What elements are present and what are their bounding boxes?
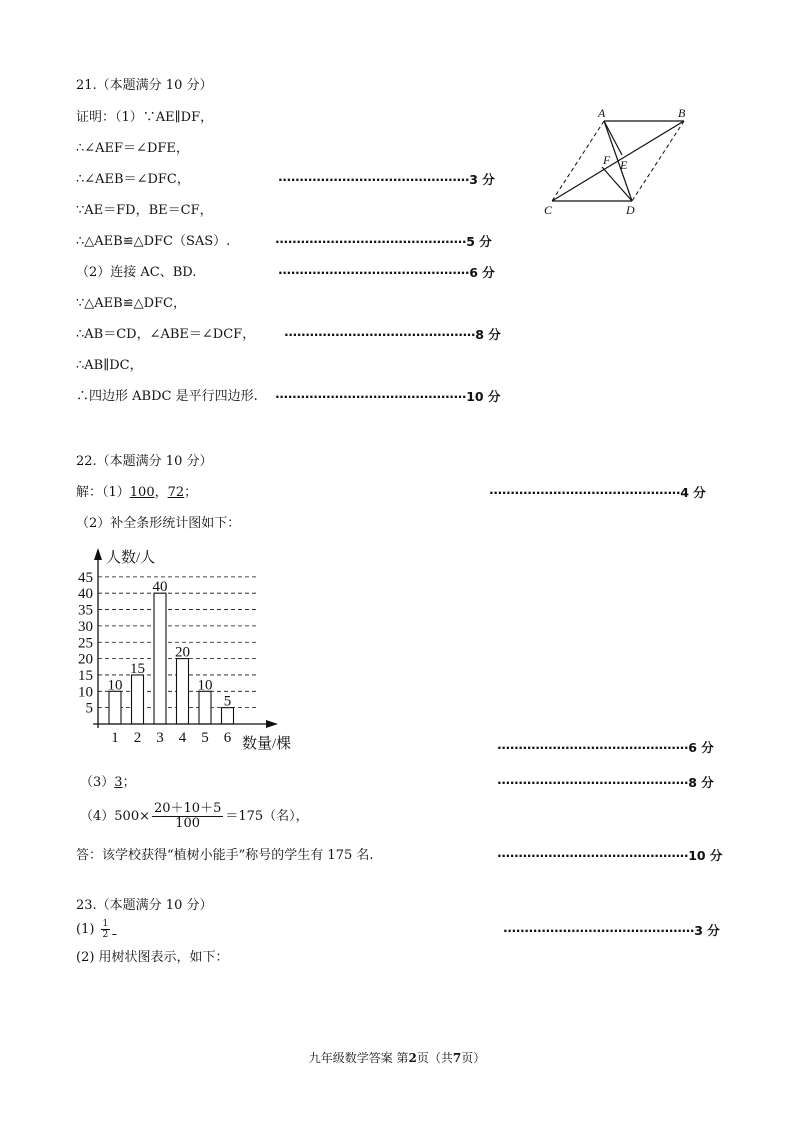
q22-points-4: ·············································4 分: [489, 485, 706, 500]
q23-part1: (1) $\frac{1}{2}$: [76, 919, 109, 940]
q21-points-10: ·············································10 分: [275, 389, 501, 404]
q21-title: 21.（本题满分 10 分）: [76, 78, 213, 93]
q23-part2: (2) 用树状图表示，如下：: [76, 950, 229, 965]
q22-fraction: $\frac{20+10+5}{100}$: [153, 801, 222, 831]
q22-title: 22.（本题满分 10 分）: [76, 454, 213, 469]
y-tick-label: 25: [78, 635, 93, 652]
q21-points-6: ·············································6 分: [278, 265, 495, 280]
dashed-segment-bd: [632, 121, 684, 201]
dashed-segment-ac: [552, 121, 604, 201]
q22-points-6: ·············································6 分: [497, 740, 714, 755]
bar-5: [199, 691, 211, 724]
bar-value-label: 5: [223, 693, 232, 710]
q21-line-5: ∴△AEB≌△DFC（SAS）.: [76, 234, 231, 249]
q21-line-7: ∵△AEB≌△DFC，: [76, 296, 186, 311]
q22-part2: （2）补全条形统计图如下：: [76, 516, 241, 531]
q23-title: 23.（本题满分 10 分）: [76, 898, 213, 913]
bar-value-label: 20: [175, 644, 190, 661]
x-tick-label: 4: [178, 730, 187, 746]
label-b: B: [678, 106, 686, 120]
bar-value-label: 40: [152, 579, 168, 596]
segment-fd: [602, 167, 632, 201]
q22-bar-chart: [68, 544, 308, 754]
y-tick-label: 20: [78, 651, 93, 668]
x-axis-arrow: [266, 720, 278, 728]
y-tick-label: 45: [78, 569, 93, 586]
x-tick-label: 3: [156, 730, 164, 746]
label-d: D: [626, 203, 635, 217]
y-tick-label: 15: [78, 667, 93, 684]
y-tick-label: 10: [78, 684, 93, 701]
bar-4: [177, 659, 189, 724]
segment-ae: [604, 121, 622, 155]
y-tick-label: 35: [78, 602, 93, 619]
q22-part3: （3）3；: [80, 775, 136, 790]
x-tick-label: 5: [201, 730, 209, 746]
page-footer: 九年级数学答案 第2页（共7页）: [308, 1051, 486, 1065]
x-tick-label: 6: [223, 730, 232, 746]
bar-value-label: 10: [107, 677, 123, 694]
label-c: C: [544, 203, 553, 217]
q22-part4: （4）500× $\frac{20+10+5}{100}$ ＝175（名），: [80, 801, 309, 831]
q21-line-8: ∴AB＝CD，∠ABE＝∠DCF，: [76, 327, 256, 342]
y-tick-label: 30: [78, 618, 93, 635]
label-e: E: [620, 158, 628, 172]
q22-answer: 答：该学校获得“植树小能手”称号的学生有 175 名.: [76, 848, 374, 863]
x-axis-label: 数量/棵: [242, 736, 292, 752]
q21-line-1: 证明：（1）∵AE∥DF，: [76, 110, 214, 125]
q23-fraction: $\frac{1}{2}$: [102, 919, 109, 940]
bar-value-label: 15: [130, 660, 145, 677]
q21-points-3: ·············································3 分: [278, 172, 495, 187]
q21-line-10: ∴四边形 ABDC 是平行四边形.: [76, 389, 258, 404]
bar-3: [154, 593, 166, 724]
x-tick-label: 2: [133, 730, 142, 746]
bar-value-label: 10: [197, 677, 213, 694]
q21-line-3: ∴∠AEB＝∠DFC，: [76, 172, 190, 187]
q23-points-3: ·············································3 分: [503, 923, 720, 938]
q21-points-5: ·············································5 分: [275, 234, 492, 249]
q21-parallelogram-figure: [540, 104, 700, 220]
q22-points-10: ·············································10 分: [497, 848, 723, 863]
q21-points-8: ·············································8 分: [284, 327, 501, 342]
x-tick-label: 1: [111, 730, 119, 746]
bar-1: [109, 691, 121, 724]
label-a: A: [598, 106, 606, 120]
y-tick-label: 5: [85, 700, 93, 717]
q21-line-9: ∴AB∥DC，: [76, 358, 143, 373]
bar-2: [132, 675, 144, 724]
q21-line-4: ∵AE＝FD，BE＝CF，: [76, 203, 213, 218]
label-f: F: [603, 153, 611, 167]
q21-line-6: （2）连接 AC、BD.: [76, 265, 197, 280]
q22-points-8: ·············································8 分: [497, 775, 714, 790]
q22-part1: 解：（1）100，72；: [76, 485, 198, 500]
y-axis-arrow: [94, 548, 102, 560]
y-axis-label: 人数/人: [106, 550, 156, 566]
bar-6: [222, 708, 234, 724]
q21-line-2: ∴∠AEF＝∠DFE，: [76, 141, 189, 156]
y-tick-label: 40: [78, 586, 93, 603]
